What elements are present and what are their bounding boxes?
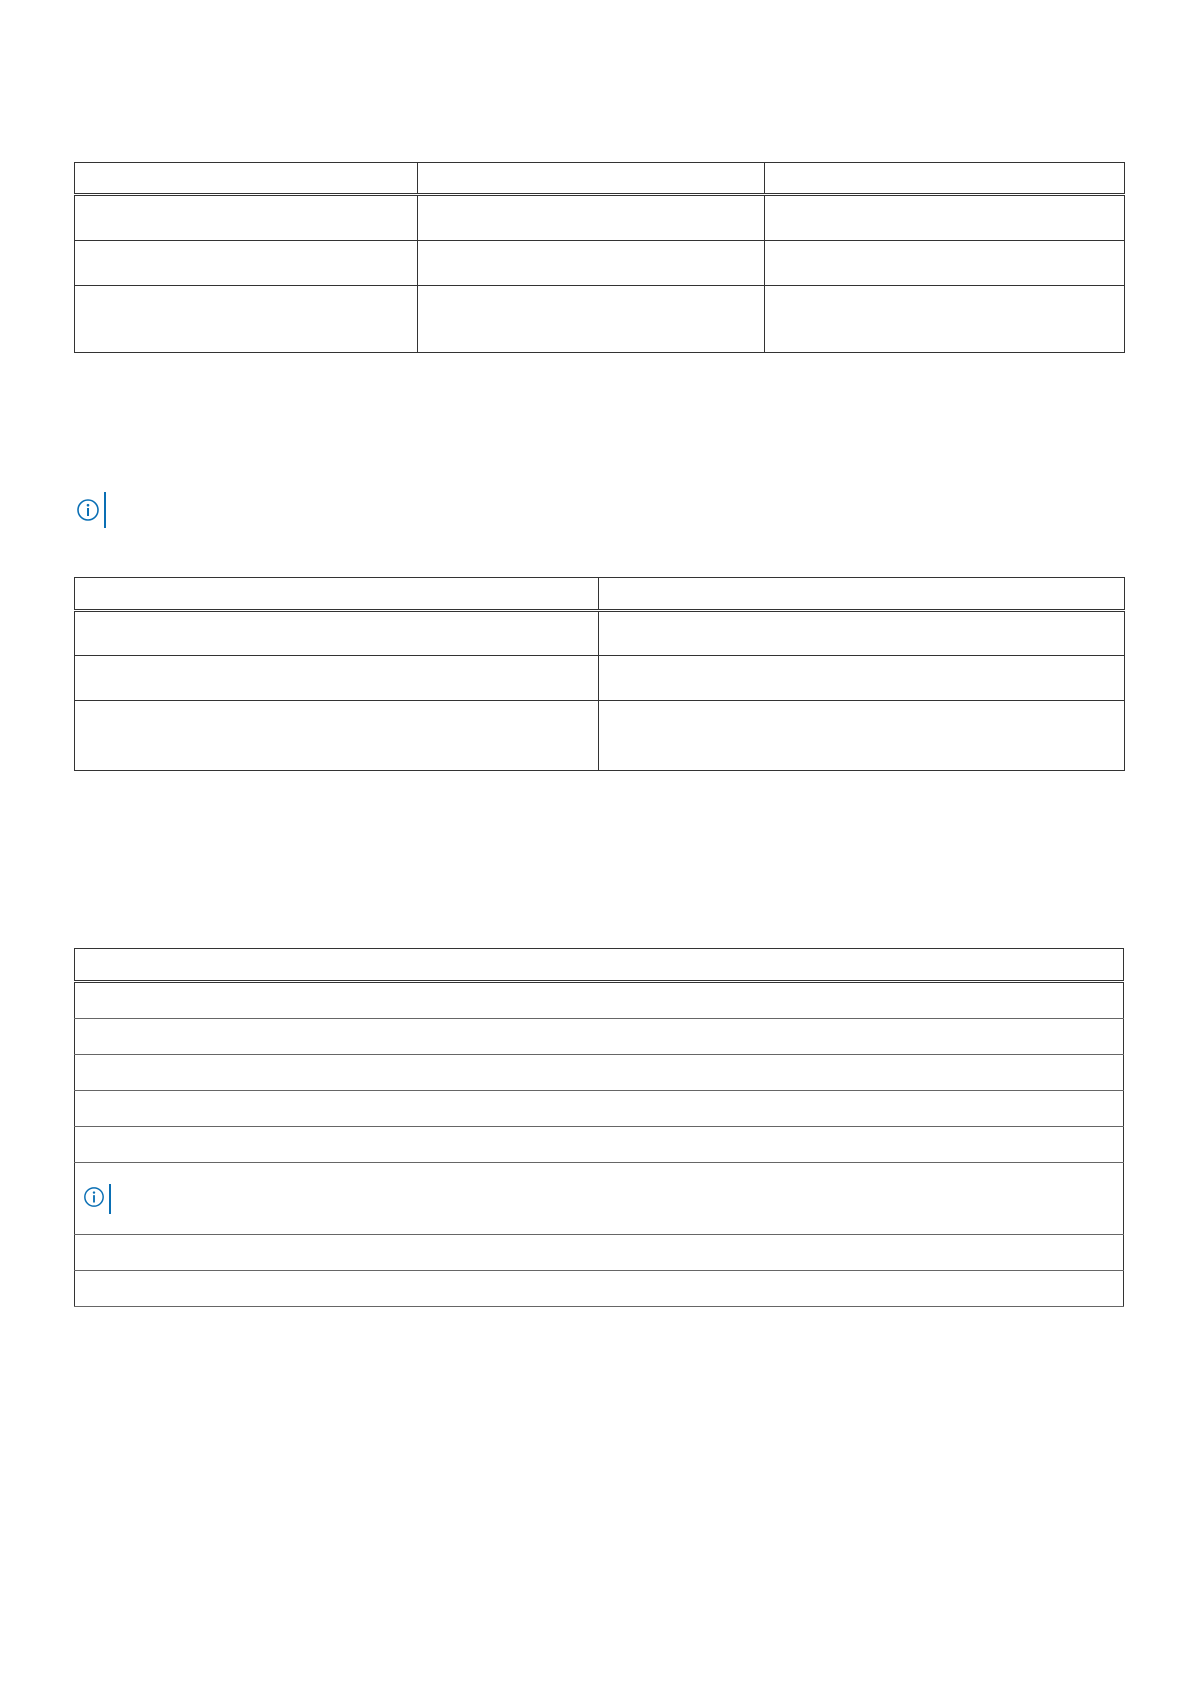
note-divider (109, 1184, 111, 1214)
note-marker (76, 492, 106, 528)
table-row (75, 611, 1125, 656)
table-cell (765, 241, 1125, 286)
table-2 (74, 577, 1125, 771)
table-header-row (75, 163, 1125, 195)
table-row (75, 1055, 1124, 1091)
table-row (75, 1163, 1124, 1235)
table-cell (75, 982, 1124, 1019)
table-cell (75, 1091, 1124, 1127)
table-row (75, 286, 1125, 353)
table-row (75, 1271, 1124, 1307)
table-cell (75, 241, 418, 286)
table-cell (75, 656, 599, 701)
table-header-row (75, 949, 1124, 982)
table-3 (74, 948, 1124, 1307)
table-header-cell (75, 949, 1124, 982)
table-cell (75, 1235, 1124, 1271)
table-row (75, 1127, 1124, 1163)
table-row (75, 982, 1124, 1019)
table-cell (599, 611, 1125, 656)
table-cell (75, 286, 418, 353)
table-cell (418, 195, 765, 241)
table-header-cell (599, 578, 1125, 611)
table-cell (75, 701, 599, 771)
table-cell (765, 195, 1125, 241)
table-cell (418, 241, 765, 286)
table-cell (75, 195, 418, 241)
table-row (75, 1091, 1124, 1127)
table-row (75, 195, 1125, 241)
table-row (75, 701, 1125, 771)
table-1 (74, 162, 1125, 353)
table-header-cell (418, 163, 765, 195)
table-cell (75, 611, 599, 656)
note-marker (75, 1184, 1123, 1214)
table-row (75, 1235, 1124, 1271)
table-header-cell (75, 578, 599, 611)
table-header-cell (75, 163, 418, 195)
table-cell (599, 701, 1125, 771)
table-header-row (75, 578, 1125, 611)
table-cell (75, 1127, 1124, 1163)
table-cell (599, 656, 1125, 701)
info-circle-icon (83, 1186, 105, 1211)
note-divider (104, 492, 106, 528)
table-header-cell (765, 163, 1125, 195)
table-cell (75, 1019, 1124, 1055)
table-row (75, 241, 1125, 286)
table-cell (418, 286, 765, 353)
table-cell-note (75, 1163, 1124, 1235)
info-circle-icon (76, 498, 100, 522)
table-row (75, 1019, 1124, 1055)
table-cell (75, 1271, 1124, 1307)
table-cell (75, 1055, 1124, 1091)
table-row (75, 656, 1125, 701)
table-cell (765, 286, 1125, 353)
